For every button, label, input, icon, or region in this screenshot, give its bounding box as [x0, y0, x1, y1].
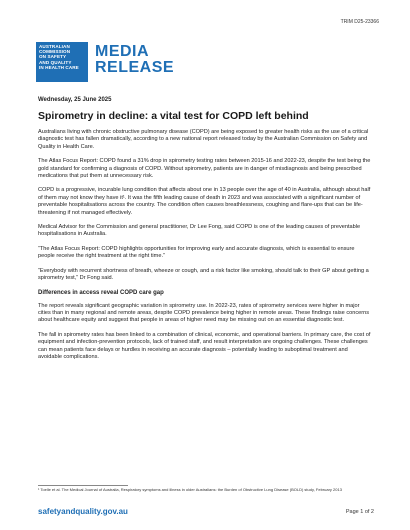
logo-line: AUSTRALIAN — [39, 44, 70, 49]
paragraph: The fall in spirometry rates has been linked to a combination of clinical, economic, and operational barriers. In primary care, the cost of equipment and infection-prevention protocols, lack of trained staff, and result interpretation are ongoing challenges. These challenges can mean patients face delays or hurdles in receiving an accurate diagnosis – potentially leading to suboptimal treatment and avoidable complications. — [38, 331, 371, 360]
paragraph: Medical Advisor for the Commission and general practitioner, Dr Lee Fong, said COPD is one of the leading causes of preventable hospitalisations in Australia. — [38, 224, 361, 238]
footnote-divider — [38, 485, 128, 486]
document-reference: TRIM D25-23366 — [340, 19, 379, 25]
release-line: RELEASE — [95, 59, 175, 76]
article-body — [38, 129, 372, 368]
release-line: MEDIA — [95, 43, 150, 60]
footnote: ¹ Toelle et al. The Medical Journal of Australia, Respiratory symptoms and illness in older Australians: the Burden of Obstructive Lung Disease (BOLD) study, February 2013 — [38, 487, 342, 492]
logo-line: AND QUALITY — [39, 59, 72, 65]
logo-line: COMMISSION — [39, 49, 71, 55]
release-date: Wednesday, 25 June 2025 — [38, 97, 112, 103]
paragraph: Australians living with chronic obstructive pulmonary disease (COPD) are being exposed to greater health risks as the use of a critical diagnostic test has fallen dramatically, according to a new national report released today by the Australian Commission on Safety and Quality in Health Care. — [38, 129, 369, 150]
paragraph: “Everybody with recurrent shortness of breath, wheeze or cough, and a risk factor like smoking, should talk to their GP about getting a spirometry test,” Dr Fong said. — [38, 267, 369, 282]
paragraph: The report reveals significant geographic variation in spirometry use. In 2022-23, rates of spirometry services were higher in major cities than in many regional and remote areas, despite COPD prevalence being higher in remote areas. These findings raise concerns about healthcare equity and suggest that people in areas of higher need may be missing out on an essential diagnostic test. — [38, 302, 370, 324]
logo-line: IN HEALTH CARE — [39, 64, 79, 70]
paragraph: COPD is a progressive, incurable lung condition that affects about one in 13 people over the age of 40 in Australia, although about half of them may not know they have it¹. It was the fifth leading cause of death in 2023 and was associated with a significant number of preventable hospitalisations across the country. The condition often causes breathlessness, coughing and flare-ups that can be life-threatening if not managed effectively. — [38, 187, 371, 216]
website-link[interactable]: safetyandquality.gov.au — [38, 507, 128, 516]
paragraph: The Atlas Focus Report: COPD found a 31% drop in spirometry testing rates between 2015-16 and 2022-23, despite the test being the gold standard for confirming a diagnosis of COPD. Without spirometry, patients are in danger of misdiagnosis and being prescribed medications that put them at unnecessary risk. — [38, 158, 371, 180]
section-heading: Differences in access reveal COPD care gap — [38, 289, 164, 296]
commission-logo — [36, 42, 88, 82]
logo-line: ON SAFETY — [39, 54, 67, 60]
headline: Spirometry in decline: a vital test for COPD left behind — [38, 110, 309, 122]
page-number: Page 1 of 2 — [345, 509, 374, 515]
media-release-title — [95, 44, 174, 76]
paragraph: “The Atlas Focus Report: COPD highlights opportunities for improving early and accurate diagnosis, which is essential to ensure people receive the right treatment at the right time.” — [38, 245, 355, 260]
